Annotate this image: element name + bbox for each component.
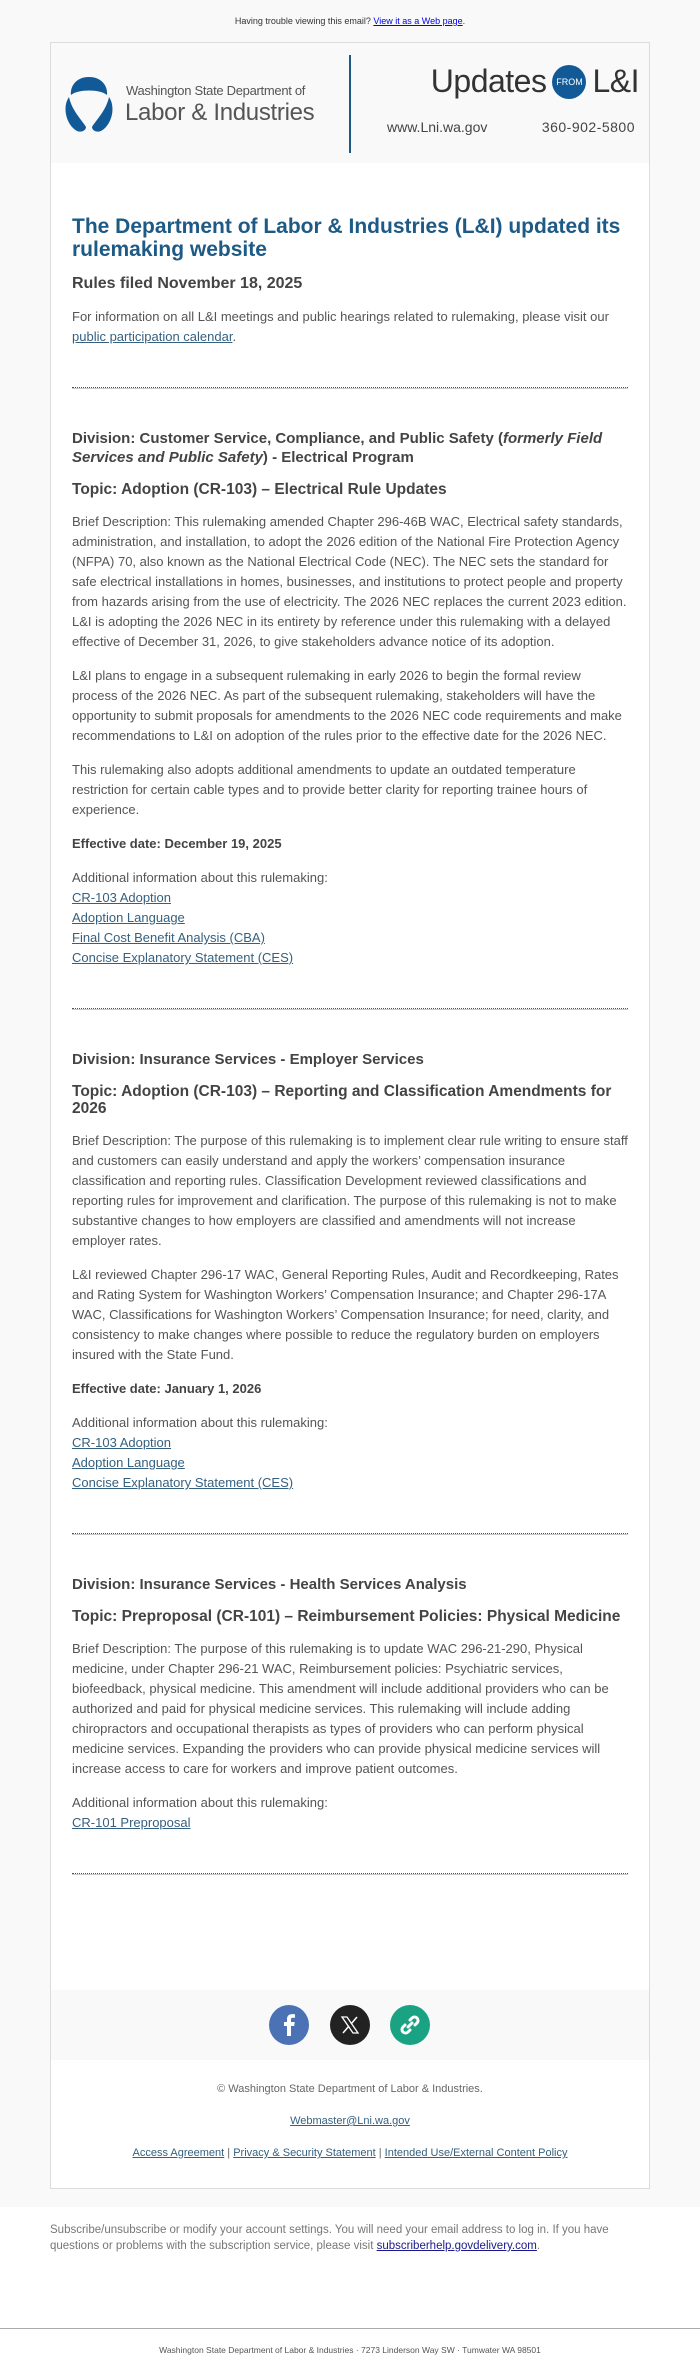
logo-line-1: Washington State Department of bbox=[126, 83, 306, 98]
topic-heading: Topic: Preproposal (CR-101) – Reimbursement Policies: Physical Medicine bbox=[72, 1608, 621, 1625]
intro-text: For information on all L&I meetings and public hearings related to rulemaking, please visit our bbox=[72, 309, 609, 324]
intended-use-link[interactable]: Intended Use/External Content Policy bbox=[384, 2147, 568, 2159]
intro-paragraph bbox=[72, 307, 628, 347]
topic-heading: Topic: Adoption (CR-103) – Reporting and Classification Amendments for 2026 bbox=[72, 1083, 612, 1117]
division-suffix: ) - Electrical Program bbox=[262, 449, 414, 466]
rule-section-health-services bbox=[72, 1575, 628, 1833]
additional-info-label: Additional information about this rulemaking: bbox=[72, 1415, 328, 1430]
header-phone: 360-902-5800 bbox=[541, 119, 635, 135]
webmaster-email-link[interactable]: Webmaster@Lni.wa.gov bbox=[290, 2115, 410, 2127]
description-paragraph: L&I reviewed Chapter 296-17 WAC, General Reporting Rules, Audit and Recordkeeping, Rates and Rating System for Washington Workers’ Compensation Insurance; and Chapter 296-17A WAC, Classifications for Washington Workers’ Compensation Insurance; for need, clarity, and consistency to make changes where possible to reduce the regulatory burden on employers insured with the State Fund. bbox=[72, 1267, 619, 1362]
preheader bbox=[0, 16, 700, 26]
postal-address: Washington State Department of Labor & Industries · 7273 Linderson Way SW · Tumwater WA 98501 bbox=[159, 2345, 541, 2355]
adoption-language-link[interactable]: Adoption Language bbox=[72, 1455, 185, 1470]
view-web-page-link[interactable]: View it as a Web page bbox=[373, 16, 463, 26]
access-agreement-link[interactable]: Access Agreement bbox=[132, 2147, 225, 2159]
rule-section-electrical bbox=[72, 429, 628, 968]
ces-link[interactable]: Concise Explanatory Statement (CES) bbox=[72, 950, 294, 965]
subscribe-suffix: . bbox=[536, 2240, 541, 2252]
effective-date: Effective date: December 19, 2025 bbox=[72, 836, 282, 851]
description-paragraph: This rulemaking also adopts additional amendments to update an outdated temperature restriction for certain cable types and to provide better clarity for reporting trainee hours of experience. bbox=[72, 762, 588, 817]
lni-logo-icon bbox=[64, 75, 114, 133]
logo-line-2: Labor & Industries bbox=[125, 99, 315, 126]
footer-links bbox=[51, 2147, 649, 2159]
subscribe-notice bbox=[50, 2222, 640, 2254]
division-prefix: Division: Customer Service, Compliance, and Public Safety ( bbox=[72, 430, 503, 447]
ces-link[interactable]: Concise Explanatory Statement (CES) bbox=[72, 1475, 294, 1490]
adoption-language-link[interactable]: Adoption Language bbox=[72, 910, 185, 925]
social-bar bbox=[51, 1990, 649, 2060]
effective-date: Effective date: January 1, 2026 bbox=[72, 1381, 262, 1396]
email-header bbox=[51, 43, 649, 163]
additional-info bbox=[72, 1793, 628, 1833]
rule-section-employer-services bbox=[72, 1050, 628, 1493]
preheader-text: Having trouble viewing this email? bbox=[234, 16, 374, 26]
footer-email bbox=[51, 2115, 649, 2127]
additional-info bbox=[72, 1413, 628, 1493]
updates-word: Updates bbox=[430, 63, 547, 99]
cr-101-preproposal-link[interactable]: CR-101 Preproposal bbox=[72, 1815, 191, 1830]
link-icon[interactable] bbox=[390, 2005, 430, 2045]
header-website: www.Lni.wa.gov bbox=[387, 119, 488, 135]
facebook-icon[interactable] bbox=[269, 2005, 309, 2045]
description-paragraph: L&I plans to engage in a subsequent rulemaking in early 2026 to begin the formal review process of the 2026 NEC. As part of the subsequent rulemaking, stakeholders will have the opportunity to submit proposals for amendments to the 2026 NEC code requirements and make recommendations to L&I on adoption of the rules prior to the effective date for the 2026 NEC. bbox=[72, 668, 622, 743]
section-divider bbox=[72, 1873, 628, 1875]
topic-heading: Topic: Adoption (CR-103) – Electrical Rule Updates bbox=[72, 481, 447, 498]
cr-103-adoption-link[interactable]: CR-103 Adoption bbox=[72, 1435, 172, 1450]
division-heading bbox=[72, 429, 628, 467]
rules-filed-date: Rules filed November 18, 2025 bbox=[72, 275, 303, 292]
main-title: The Department of Labor & Industries (L&I) updated its rulemaking website bbox=[72, 215, 621, 261]
preheader-suffix: . bbox=[462, 16, 466, 26]
from-badge: FROM bbox=[552, 65, 586, 99]
cr-103-adoption-link[interactable]: CR-103 Adoption bbox=[72, 890, 172, 905]
description-paragraph: Brief Description: The purpose of this rulemaking is to implement clear rule writing to ensure staff and customers can easily understand and apply the workers’ compensation insurance classification and reporting rules. Classification Development reviewed classifications and reporting rules for improvement and clarification. The purpose of this rulemaking is not to make substantive changes to how employers are classified and amendments will not increase employer rates. bbox=[72, 1133, 628, 1248]
intro-suffix: . bbox=[232, 329, 237, 344]
email-card bbox=[50, 42, 650, 2189]
x-icon[interactable] bbox=[330, 2005, 370, 2045]
footer-copyright: © Washington State Department of Labor & Industries. bbox=[217, 2083, 483, 2095]
division-heading: Division: Insurance Services - Health Services Analysis bbox=[72, 1576, 467, 1593]
bottom-divider bbox=[0, 2328, 700, 2329]
email-content bbox=[72, 215, 628, 1875]
public-participation-calendar-link[interactable]: public participation calendar bbox=[72, 329, 233, 344]
division-italic: formerly Field Services and Public Safety bbox=[72, 430, 603, 466]
footer-separator: | bbox=[224, 2147, 234, 2159]
subscribe-text: Subscribe/unsubscribe or modify your account settings. You will need your email address to log in. If you have questions or problems with the subscription service, please visit bbox=[50, 2224, 609, 2252]
description-paragraph: Brief Description: This rulemaking amended Chapter 296-46B WAC, Electrical safety standards, administration, and installation, to adopt the 2026 edition of the National Fire Protection Agency (NFPA) 70, also known as the National Electrical Code (NEC). The NEC sets the standard for safe electrical installations in homes, businesses, and institutions to protect people and property from hazards arising from the use of electricity. The 2026 NEC replaces the current 2023 edition. L&I is adopting the 2026 NEC in its entirety by reference under this rulemaking with a delayed effective of December 31, 2026, to give stakeholders advance notice of its adoption. bbox=[72, 514, 627, 649]
additional-info-label: Additional information about this rulemaking: bbox=[72, 870, 328, 885]
subscriber-help-link[interactable]: subscriberhelp.govdelivery.com bbox=[376, 2240, 537, 2252]
footer-separator: | bbox=[375, 2147, 385, 2159]
updates-from-lni-title bbox=[431, 63, 639, 100]
brand-short: L&I bbox=[592, 63, 639, 99]
description-paragraph: Brief Description: The purpose of this rulemaking is to update WAC 296-21-290, Physical medicine, under Chapter 296-21 WAC, Reimbursement policies: Psychiatric services, biofeedback, physical medicine. This amendment will include additional providers who can be authorized and paid for physical medicine services. This rulemaking will include adding chiropractors and occupational therapists as types of providers who can perform physical medicine services. Expanding the providers who can provide physical medicine services will increase access to care for workers and improve patient outcomes. bbox=[72, 1641, 609, 1776]
additional-info-label: Additional information about this rulemaking: bbox=[72, 1795, 328, 1810]
additional-info bbox=[72, 868, 628, 968]
final-cba-link[interactable]: Final Cost Benefit Analysis (CBA) bbox=[72, 930, 265, 945]
division-heading: Division: Insurance Services - Employer Services bbox=[72, 1051, 424, 1068]
privacy-security-link[interactable]: Privacy & Security Statement bbox=[233, 2147, 376, 2159]
header-divider bbox=[349, 55, 351, 153]
